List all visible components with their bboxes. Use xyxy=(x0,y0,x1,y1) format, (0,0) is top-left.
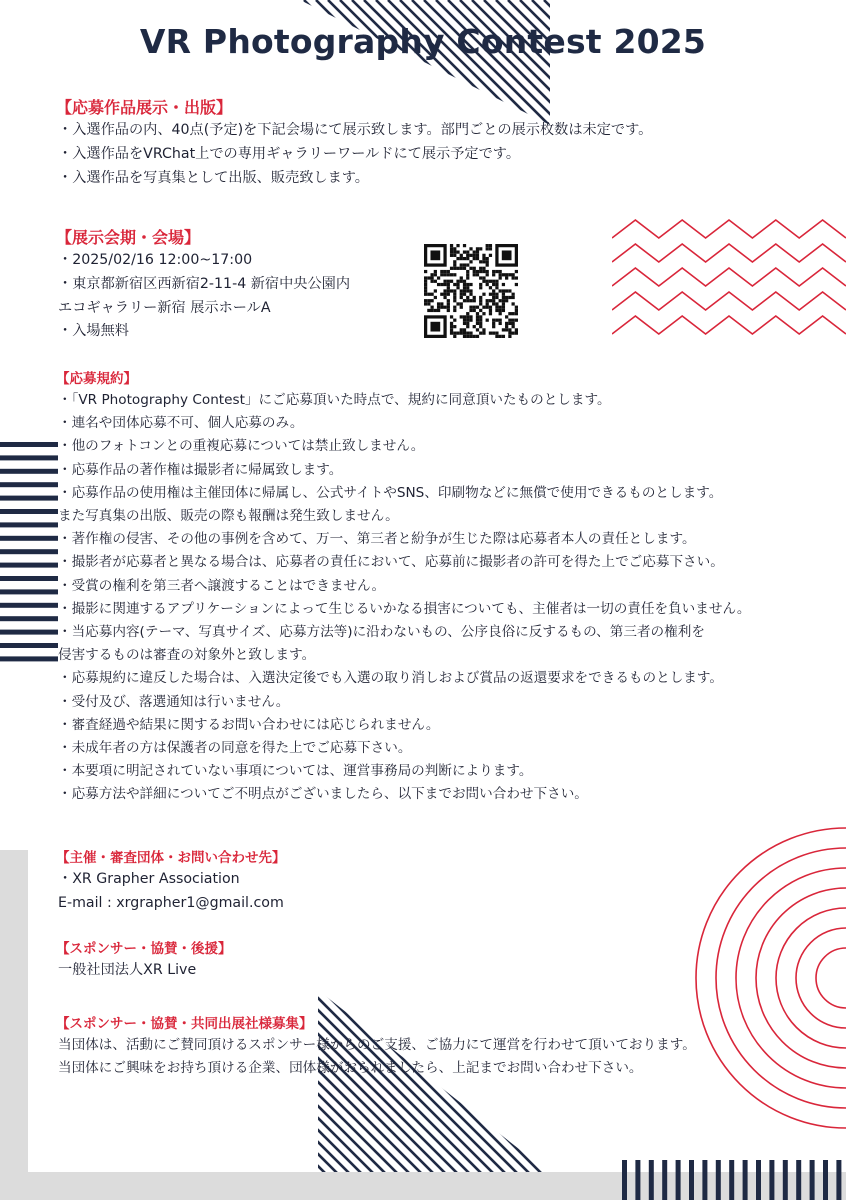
rule-line: ・撮影に関連するアプリケーションによって生じるいかなる損害についても、主催者は一切の責任を負いません。 xyxy=(58,600,751,617)
rule-line: ・撮影者が応募者と異なる場合は、応募者の責任において、応募前に撮影者の許可を得た上でご応募下さい。 xyxy=(58,554,724,571)
text-line: エコギャラリー新宿 展示ホールA xyxy=(58,299,271,316)
rule-line: ・連名や団体応募不可、個人応募のみ。 xyxy=(58,415,304,432)
section-heading: 【応募規約】 xyxy=(56,371,137,387)
navy-vertical-bars-bottom xyxy=(618,1160,846,1200)
rule-line: ・審査経過や結果に関するお問い合わせには応じられません。 xyxy=(58,716,440,733)
rule-line: ・応募作品の著作権は撮影者に帰属致します。 xyxy=(58,461,343,478)
text-line: ・入選作品の内、40点(予定)を下記会場にて展示致します。部門ごとの展示枚数は未定です。 xyxy=(58,122,653,138)
gray-corner-block xyxy=(0,850,28,1200)
red-concentric-circles xyxy=(560,800,846,1172)
section-venue xyxy=(58,227,350,344)
rule-line: ・受賞の権利を第三者へ譲渡することはできません。 xyxy=(58,577,386,594)
navy-horizontal-bars xyxy=(0,436,62,666)
rule-line: ・未成年者の方は保護者の同意を得た上でご応募下さい。 xyxy=(58,740,412,757)
text-line: 当団体は、活動にご賛同頂けるスポンサー様からのご支援、ご協力にて運営を行わせて頂いております。 xyxy=(58,1037,696,1053)
section-rules xyxy=(58,369,750,807)
section-exhibition xyxy=(58,97,652,190)
section-heading: 【応募作品展示・出版】 xyxy=(56,98,233,117)
rule-line: ・本要項に明記されていない事項については、運営事務局の判断によります。 xyxy=(58,763,533,780)
rule-line: また写真集の出版、販売の際も報酬は発生致しません。 xyxy=(58,508,399,525)
rule-line: ・当応募内容(テーマ、写真サイズ、応募方法等)に沿わないもの、公序良俗に反するもの、第三者の権利を xyxy=(58,624,705,641)
rule-line: 侵害するものは審査の対象外と致します。 xyxy=(58,647,316,664)
section-heading: 【展示会期・会場】 xyxy=(56,228,201,247)
text-line: 当団体にご興味をお持ち頂ける企業、団体様がおられましたら、上記までお問い合わせ下さい。 xyxy=(58,1060,643,1077)
organizer-name: ・XR Grapher Association xyxy=(58,871,240,887)
rule-line: ・応募方法や詳細についてご不明点がございましたら、以下までお問い合わせ下さい。 xyxy=(58,786,588,803)
text-line: ・入場無料 xyxy=(58,323,129,340)
rule-line: ・応募規約に違反した場合は、入選決定後でも入選の取り消しおよび賞品の返還要求をできるものとします。 xyxy=(58,670,724,687)
rule-line: ・「VR Photography Contest」にご応募頂いた時点で、規約に同意頂いたものとします。 xyxy=(58,392,611,408)
section-organizer xyxy=(58,848,286,916)
red-zigzag-pattern xyxy=(612,210,846,335)
rule-line: ・他のフォトコンとの重複応募については禁止致しません。 xyxy=(58,438,425,455)
section-sponsors xyxy=(58,939,232,983)
rule-line: ・著作権の侵害、その他の事例を含めて、万一、第三者と紛争が生じた際は応募者本人の責任とします。 xyxy=(58,531,696,548)
text-line: ・東京都新宿区西新宿2-11-4 新宿中央公園内 xyxy=(58,275,351,292)
qr-code[interactable] xyxy=(424,243,518,339)
contact-email[interactable]: E-mail : xrgrapher1@gmail.com xyxy=(58,894,284,911)
page-title: VR Photography Contest 2025 xyxy=(139,22,707,61)
section-heading: 【スポンサー・協賛・共同出展社様募集】 xyxy=(56,1016,313,1032)
rule-line: ・受付及び、落選通知は行いません。 xyxy=(58,693,290,710)
section-heading: 【主催・審査団体・お問い合わせ先】 xyxy=(56,850,286,866)
rule-line: ・応募作品の使用権は主催団体に帰属し、公式サイトやSNS、印刷物などに無償で使用できるものとします。 xyxy=(58,484,723,501)
section-recruit xyxy=(58,1014,696,1080)
text-line: ・2025/02/16 12:00~17:00 xyxy=(58,252,253,268)
sponsor-name: 一般社団法人XR Live xyxy=(58,962,197,978)
text-line: ・入選作品を写真集として出版、販売致します。 xyxy=(58,169,369,186)
section-heading: 【スポンサー・協賛・後援】 xyxy=(56,941,232,957)
text-line: ・入選作品をVRChat上での専用ギャラリーワールドにて展示予定です。 xyxy=(58,145,521,162)
